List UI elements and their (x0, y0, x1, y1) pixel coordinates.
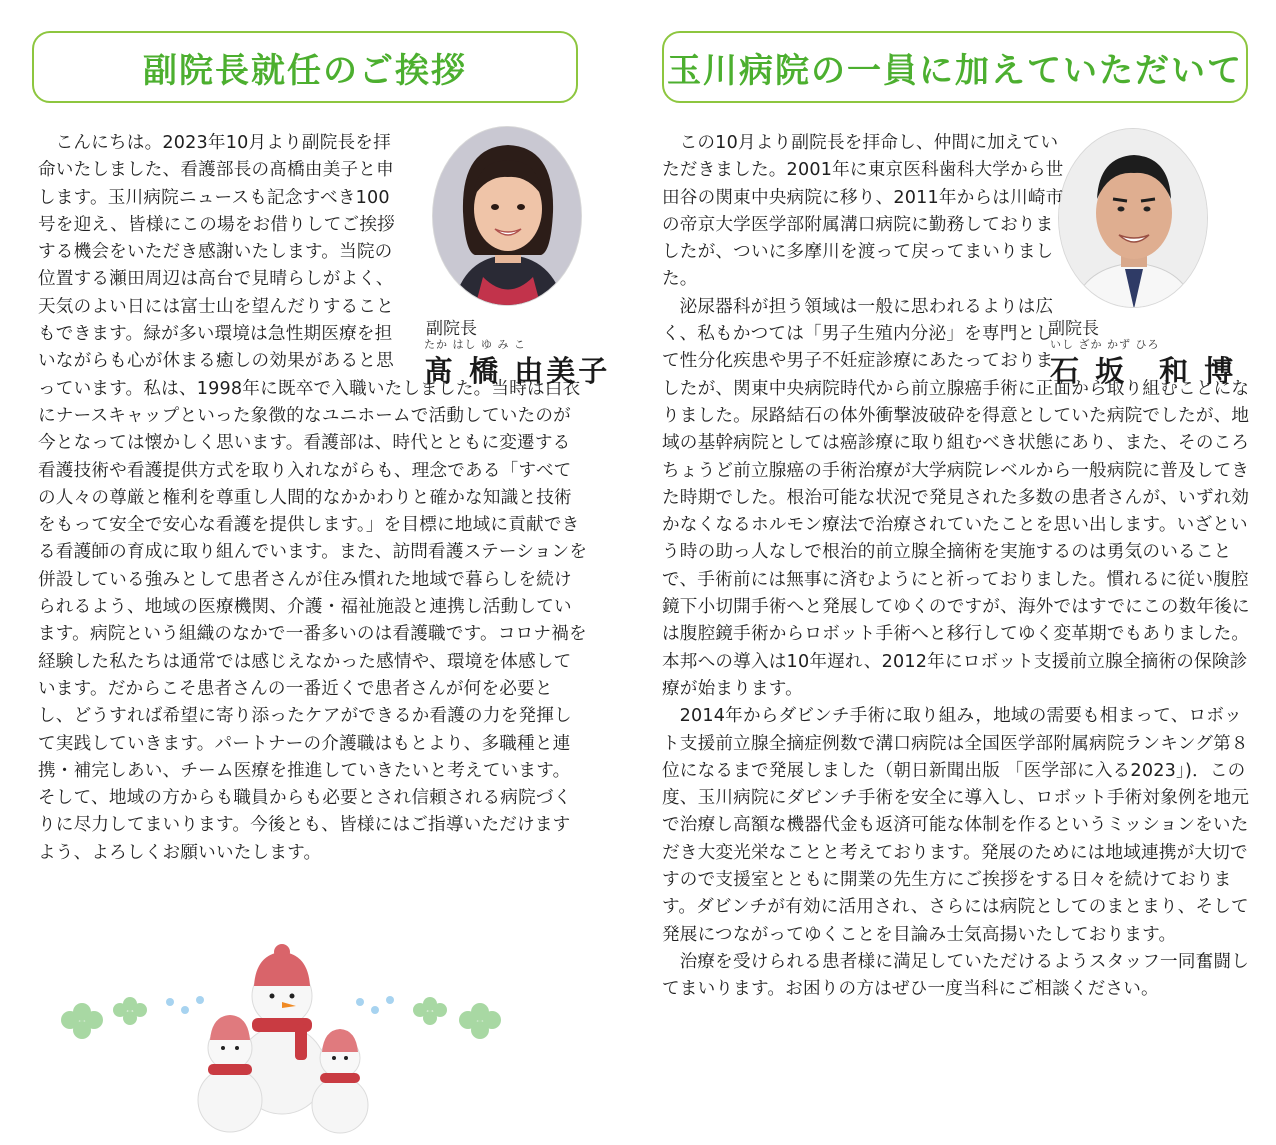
right-body-paragraph-2: 泌尿器科が担う領域は一般に思われるよりは広く、私もかつては「男子生殖内分泌」を専門として性分化疾患や男子不妊症診療にあたっておりましたが、関東中央病院時代から前立腺癌手術に正面から取り組むことになりました。尿路結石の体外衝撃波破砕を得意としていた病院でしたが、地域の基幹病院としては癌診療に取り組むべき状態にあり、また、そのころちょうど前立腺癌の手術治療が大学病院レベルから一般病院に普及してきた時期でした。根治可能な状況で発見された多数の患者さんが、いずれ効かなくなるホルモン療法で治療されていたことを思い出します。いざという時の助っ人なしで根治的前立腺全摘術を実施するのは勇気のいることで、手術前には無事に済むようにと祈っておりました。慣れるに従い腹腔鏡下小切開手術へと発展してゆくのですが、海外ではすでにこの数年後には腹腔鏡手術からロボット手術へと移行してゆく変革期でもありました。本邦への導入は10年遅れ、2012年にロボット支援前立腺全摘術の保険診療が始まります。 (662, 296, 1250, 699)
right-name-ruby: いし ざか かず ひろ (1050, 338, 1160, 351)
left-photo-spacer (412, 130, 588, 374)
right-person-name: 石 坂 和 博 (1050, 354, 1237, 388)
left-person-name: 髙 橋 由美子 (424, 354, 611, 388)
left-name-ruby: たか はし ゆ み こ (424, 338, 526, 351)
right-body-paragraph-1: この10月より副院長を拝命し、仲間に加えていただきました。2001年に東京医科歯科大学から世田谷の関東中央病院に移り、2011年からは川崎市の帝京大学医学部附属溝口病院に勤務しておりましたが、ついに多摩川を渡って戻ってまいりました。 (662, 133, 1064, 290)
left-role-label: 副院長 (426, 319, 477, 339)
snowmen-garland-illustration (50, 940, 510, 1140)
left-title-box (32, 31, 578, 103)
left-body-paragraph: こんにちは。2023年10月より副院長を拝命いたしました、看護部長の髙橋由美子と申します。玉川病院ニュースも記念すべき100号を迎え、皆様にこの場をお借りしてご挨拶する機会をいただき感謝いたします。当院の位置する瀬田周辺は高台で見晴らしがよく、天気のよい日には富士山を望んだりすることもできます。緑が多い環境は急性期医療を担いながらも心が休まる癒しの効果があると思っています。私は、1998年に既卒で入職いたしました。当時は白衣にナースキャップといった象徴的なユニホームで活動していたのが今となっては懐かしく思います。看護部は、時代とともに変遷する看護技術や看護提供方式を取り入れながらも、理念である「すべての人々の尊厳と権利を尊重し人間的なかかわりと確かな知識と技術をもって安全で安心な看護を提供します。」を目標に地域に貢献できる看護師の育成に取り組んでいます。また、訪問看護ステーションを併設している強みとして患者さんが住み慣れた地域で暮らしを続けられるよう、地域の医療機関、介護・福祉施設と連携し活動しています。病院という組織のなかで一番多いのは看護職です。コロナ禍を経験した私たちは通常では感じえなかった感情や、環境を体感しています。だからこそ患者さんの一番近くで患者さんが何を必要とし、どうすれば希望に寄り添ったケアができるか看護の力を発揮して実践していきます。パートナーの介護職はもとより、多職種と連携・補完しあい、チーム医療を推進していきたいと考えています。そして、地域の方からも職員からも必要とされ信頼される病院づくりに尽力してまいります。今後とも、皆様にはご指導いただけますよう、よろしくお願いいたします。 (38, 133, 588, 863)
right-article-body (662, 130, 1252, 1004)
left-article-title: 副院長就任のご挨拶 (143, 50, 467, 91)
right-article-title: 玉川病院の一員に加えていただいて (667, 50, 1243, 91)
right-role-label: 副院長 (1048, 319, 1099, 339)
left-article-body (38, 130, 588, 867)
right-photo-spacer (1076, 130, 1252, 374)
right-body-paragraph-3: 2014年からダビンチ手術に取り組み，地域の需要も相まって、ロボット支援前立腺全摘症例数で溝口病院は全国医学部附属病院ランキング第８位になるまで発展しました（朝日新聞出版 「医学部に入る2023」)．この度、玉川病院にダビンチ手術を安全に導入し、ロボット手術対象例を地元で治療し高額な機器代金も返済可能な体制を作るというミッションをいただき大変光栄なことと考えております。発展のためには地域連携が大切ですので支援室とともに開業の先生方にご挨拶をする日々を続けております。ダビンチが有効に活用され、さらには病院としてのまとまり、そして発展につながってゆくことを目論み士気高揚いたしております。 (662, 706, 1250, 945)
right-body-paragraph-4: 治療を受けられる患者様に満足していただけるようスタッフ一同奮闘してまいります。お困りの方はぜひ一度当科にご相談ください。 (662, 951, 1249, 1000)
right-title-box (662, 31, 1248, 103)
